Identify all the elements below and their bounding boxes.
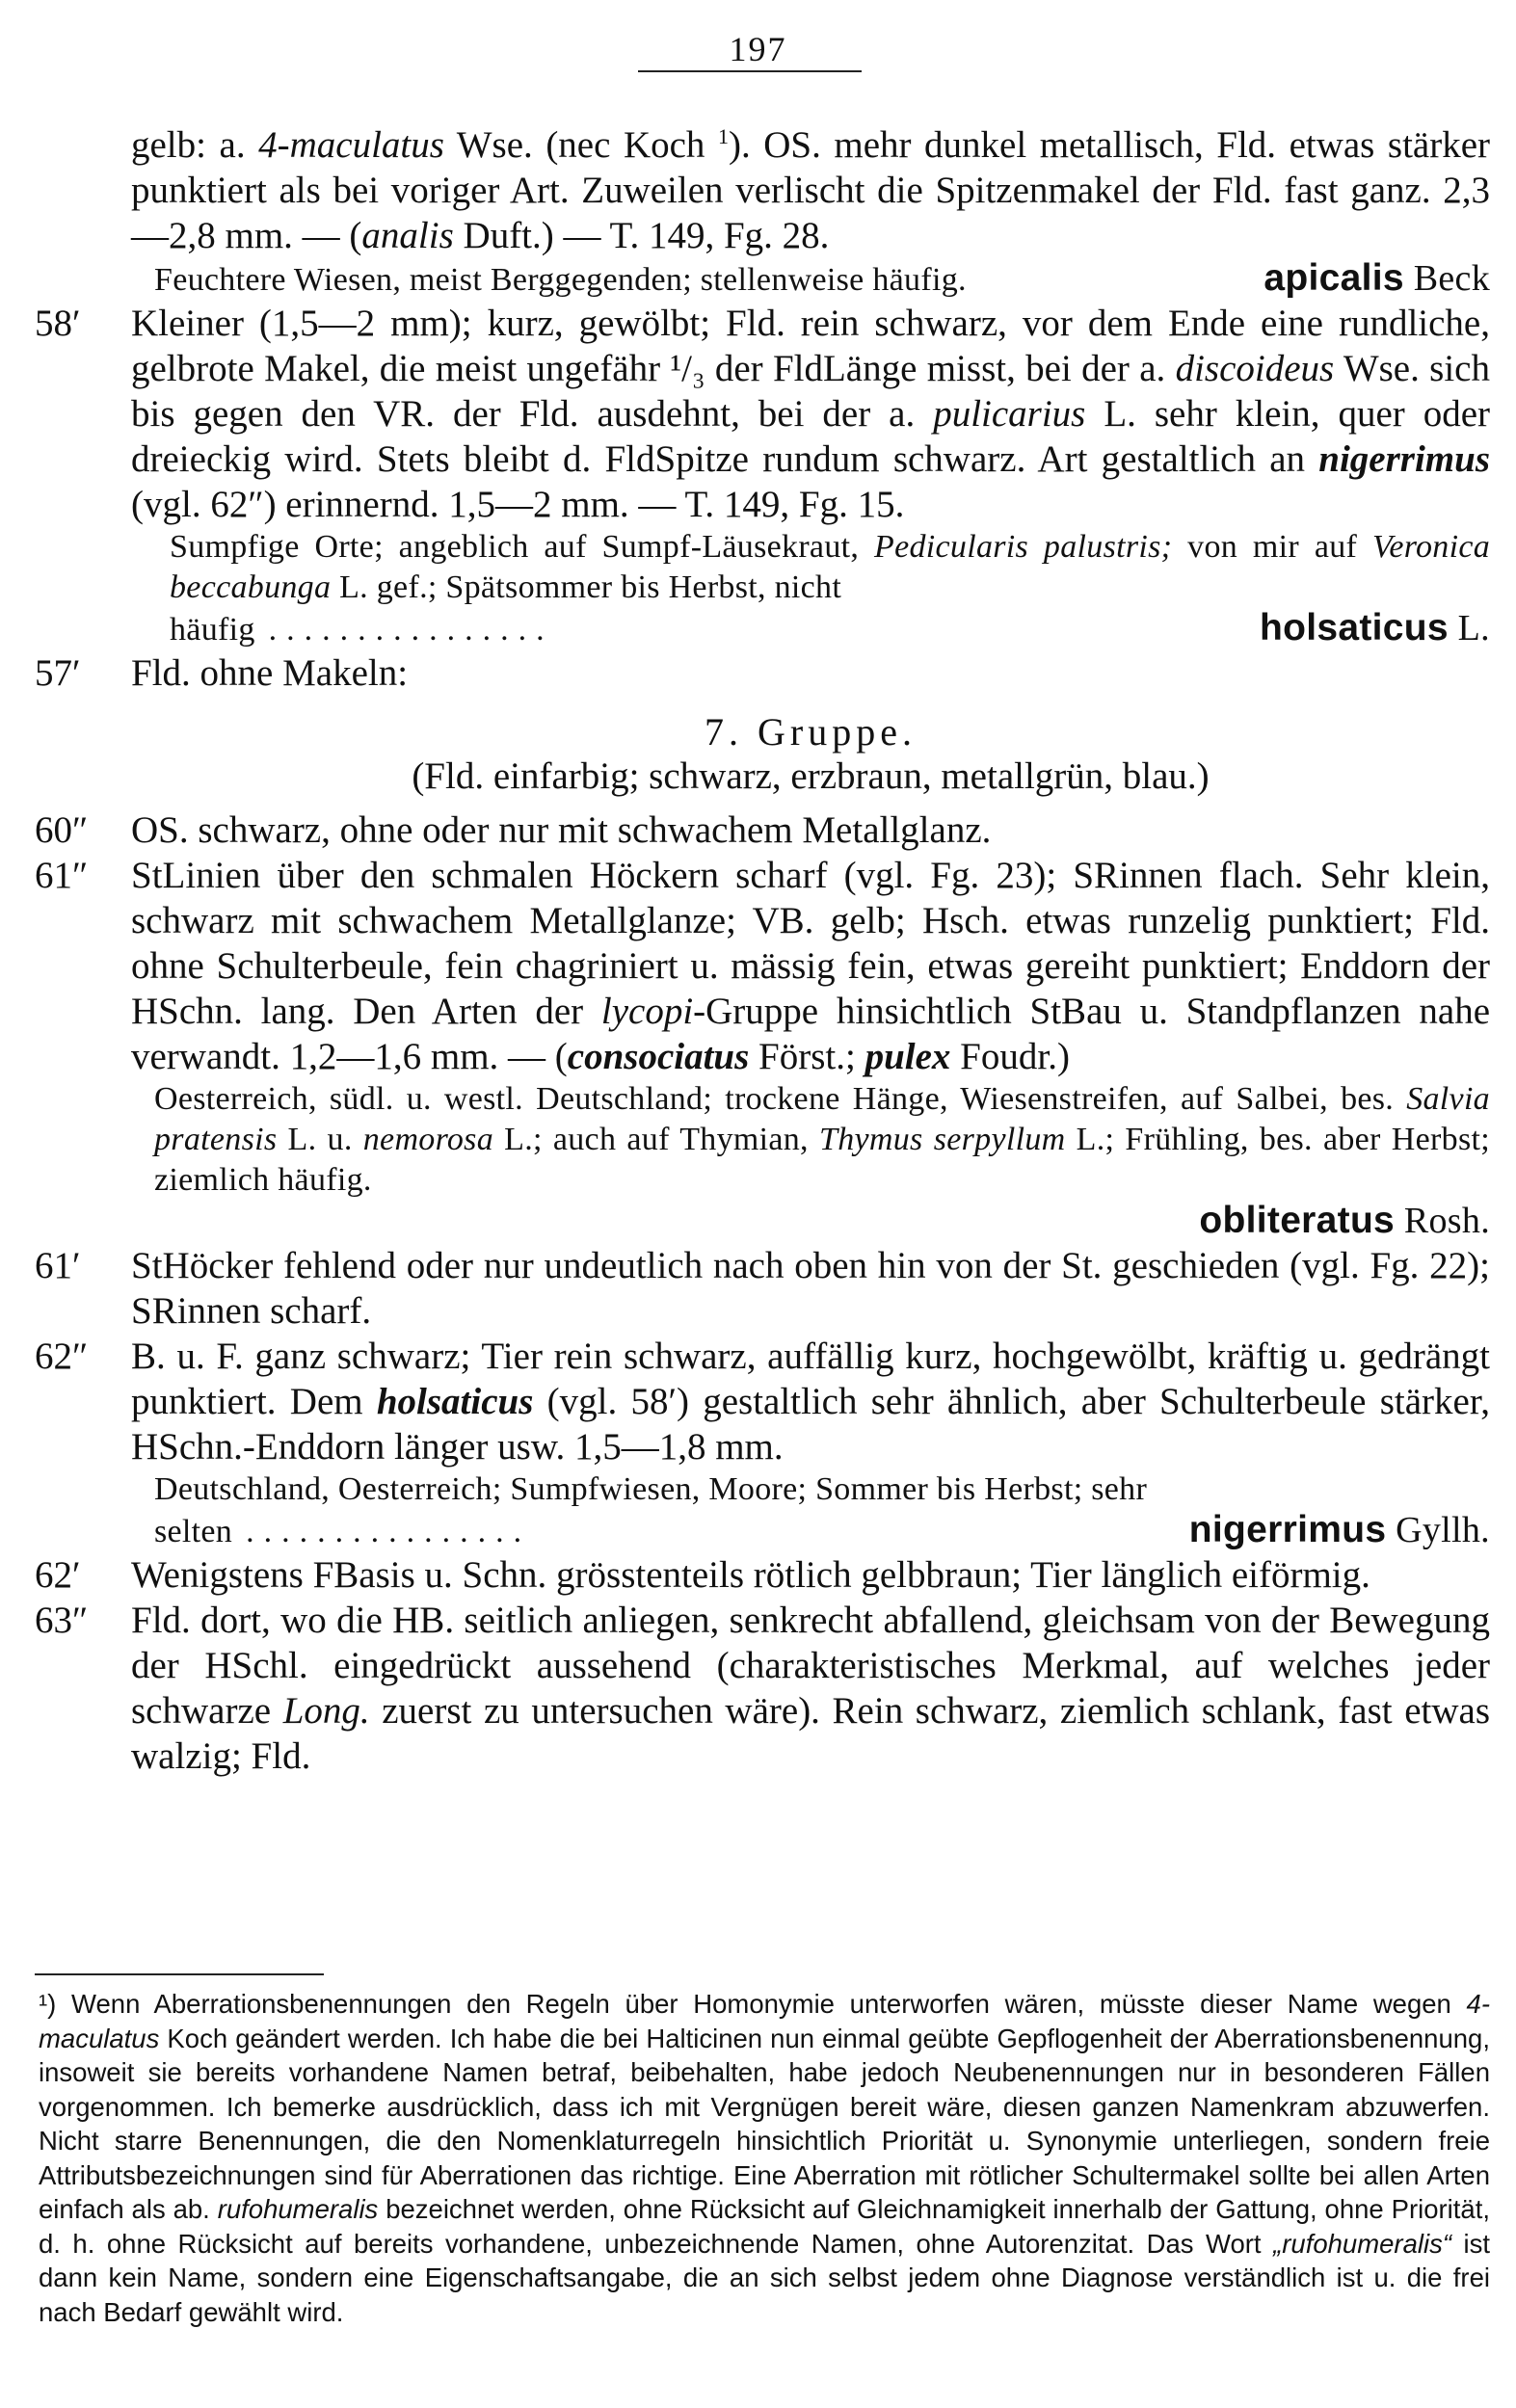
text-run: L. sehr klein, quer oder dreieckig wird. Stets bleibt d. FldSpitze rundum schwarz. Art gestaltlich an xyxy=(131,393,1491,480)
taxon-name: Long. xyxy=(282,1690,370,1732)
group-subtitle: (Fld. einfarbig; schwarz, erzbraun, metallgrün, blau.) xyxy=(412,755,1210,797)
footnote-ref: 1 xyxy=(717,124,729,148)
text-run: Kleiner (1,5—2 mm); kurz, gewölbt; Fld. rein schwarz, vor dem Ende eine rundliche, gelbrote Makel, die meist ungefähr xyxy=(131,303,1490,389)
taxon-name: analis xyxy=(361,215,454,256)
habitat-text: Deutschland, Oesterreich; Sumpfwiesen, Moore; Sommer bis Herbst; sehr xyxy=(154,1471,1148,1507)
footnote-mark: ¹) xyxy=(39,1989,57,2019)
page-number: 197 xyxy=(729,30,787,68)
text-run: Duft.) — T. 149, Fg. 28. xyxy=(453,215,830,256)
couplet-number: 61′ xyxy=(35,1245,81,1286)
taxon-name: „rufohumeralis“ xyxy=(1273,2228,1451,2259)
text-run: L. u. xyxy=(277,1122,363,1157)
text-run: Oesterreich, südl. u. westl. Deutschland; trockene Hänge, Wiesenstreifen, auf Salbei, bes. xyxy=(154,1081,1407,1117)
leader-dots: ................ xyxy=(268,612,554,648)
text-run: L. gef.; Spätsommer bis Herbst, nicht xyxy=(331,569,842,605)
couplet-number: 63″ xyxy=(35,1600,89,1641)
entry-continuation xyxy=(35,114,1490,258)
text-run: (vgl. 58′) gestaltlich sehr ähnlich, aber Schulterbeule stärker, HSchn.-Enddorn länger usw. 1,5—1,8 mm. xyxy=(131,1381,1490,1468)
couplet-text: OS. schwarz, ohne oder nur mit schwachem Metallglanz. xyxy=(131,809,992,851)
habitat-text xyxy=(35,1079,1490,1201)
group-heading: 7. Gruppe. xyxy=(705,710,917,754)
taxon-name: nemorosa xyxy=(362,1122,493,1157)
species-author: L. xyxy=(1448,608,1490,648)
taxon-name: Veronica beccabunga xyxy=(170,529,1491,605)
taxon-name: lycopi xyxy=(600,991,694,1032)
footnote xyxy=(35,1987,1490,2329)
footnote-rule xyxy=(35,1973,324,1975)
couplet-number: 58′ xyxy=(35,303,81,344)
taxon-name: 4-maculatus xyxy=(258,124,444,166)
text-run: Fld. dort, wo die HB. seitlich anliegen, senkrecht abfallend, gleichsam von der Bewegung der HSchl. eingedrückt aussehend (charakteristisches Merkmal, auf welches jeder schwarze xyxy=(131,1600,1490,1732)
text-run: gelb: a. xyxy=(131,124,259,166)
taxon-name: pulicarius xyxy=(933,393,1086,435)
text-run: zuerst zu untersuchen wäre). Rein schwarz, ziemlich schlank, fast etwas walzig; Fld. xyxy=(131,1690,1490,1777)
couplet-number: 62′ xyxy=(35,1554,81,1596)
couplet-text: StHöcker fehlend oder nur undeutlich nach oben hin von der St. geschieden (vgl. Fg. 22); SRinnen scharf. xyxy=(131,1245,1490,1332)
species-line xyxy=(35,608,1490,650)
habitat-text: Feuchtere Wiesen, meist Berggegenden; stellenweise häufig. xyxy=(154,262,967,298)
habitat-line xyxy=(35,258,1490,301)
key-couplet-57b xyxy=(35,650,1490,696)
text-run: Först.; xyxy=(749,1036,865,1077)
taxon-name: Thymus serpyllum xyxy=(818,1122,1066,1157)
key-couplet-62a xyxy=(35,1334,1490,1469)
couplet-text: Fld. ohne Makeln: xyxy=(131,652,409,694)
taxon-name: pulex xyxy=(864,1036,951,1077)
taxon-name: Pedicularis palustris; xyxy=(874,529,1173,565)
text-run: Sumpfige Orte; angeblich auf Sumpf-Läusekraut, xyxy=(170,529,875,565)
couplet-number: 62″ xyxy=(35,1336,89,1377)
taxon-name: holsaticus xyxy=(376,1381,534,1422)
taxon-name: nigerrimus xyxy=(1318,438,1490,480)
habitat-text xyxy=(35,527,1490,608)
text-run: Koch geändert werden. Ich habe die bei Halticinen nun einmal geübte Gepflogenheit der Aberrationsbenennung, insoweit sie bereits vorhandene Namen betraf, beibehalten, habe jedoch Neubenennungen nur in besonderen Fällen vorgenommen. Ich bemerke ausdrücklich, dass ich mit Vergnügen bereit wäre, diesen ganzen Namenkram abzuwerfen. Nicht starre Benennungen, die den Nomenklaturregeln hinsichtlich Priorität u. Synonymie unterliegen, sondern freie Attributsbezeichnungen sind für Aberrationen das richtige. Eine Aberration mit rötlicher Schultermakel sollte bei allen Arten einfach als ab. xyxy=(39,2023,1490,2224)
habitat-text: selten xyxy=(154,1514,233,1549)
taxon-name: consociatus xyxy=(567,1036,750,1077)
text-run: Wse. (nec Koch xyxy=(443,124,718,166)
footnote-text xyxy=(35,1987,1490,2329)
text-run: Wse. sich bis gegen den VR. der Fld. ausdehnt, bei der a. xyxy=(131,348,1490,435)
leader-dots: ................ xyxy=(246,1514,532,1549)
key-couplet-61a xyxy=(35,853,1490,1079)
species-name: holsaticus xyxy=(1259,607,1449,648)
text-run: Foudr.) xyxy=(950,1036,1070,1077)
species-line xyxy=(35,1510,1490,1552)
text-run: StLinien über den schmalen Höckern scharf (vgl. Fg. 23); SRinnen flach. Sehr klein, schwarz mit schwachem Metallglanze; VB. gelb; Hsch. etwas runzelig punktiert; Fld. ohne Schulterbeule, fein chagriniert u. mässig fein, etwas gereiht punktiert; Enddorn der HSchn. lang. Den Arten der xyxy=(131,855,1490,1032)
fraction: ¹/₃ xyxy=(670,348,705,389)
text-run: B. u. F. ganz schwarz; Tier rein schwarz, auffällig kurz, hochgewölbt, kräftig u. gedrängt punktiert. Dem xyxy=(131,1336,1490,1422)
text-run: -Gruppe hinsichtlich StBau u. Standpflanzen nahe verwandt. 1,2—1,6 mm. — ( xyxy=(131,991,1491,1077)
species-author: Rosh. xyxy=(1395,1201,1490,1241)
key-text xyxy=(35,114,1490,1779)
couplet-number: 57′ xyxy=(35,652,81,694)
species-name: nigerrimus xyxy=(1188,1509,1387,1550)
key-couplet-60a xyxy=(35,807,1490,853)
text-run: ist dann kein Name, sondern eine Eigenschaftsangabe, die an sich selbst jedem ohne Diagnose verständlich ist u. die frei nach Bedarf gewählt wird. xyxy=(39,2228,1491,2327)
text-run: bezeichnet werden, ohne Rücksicht auf Gleichnamigkeit innerhalb der Gattung, ohne Priorität, d. h. ohne Rücksicht auf bereits vorhandene, unbezeichnende Namen, ohne Autorenzitat. Das Wort xyxy=(39,2194,1490,2259)
text-run: L.; Frühling, bes. aber Herbst; ziemlich häufig. xyxy=(154,1122,1490,1198)
taxon-name: discoideus xyxy=(1175,348,1335,389)
species-author: Beck xyxy=(1403,258,1490,299)
text-run: ). OS. mehr dunkel metallisch, Fld. etwas stärker punktiert als bei voriger Art. Zuweilen verlischt die Spitzenmakel der Fld. fast ganz. 2,3—2,8 mm. — ( xyxy=(131,124,1490,256)
species-line xyxy=(35,1201,1490,1243)
key-couplet-61b xyxy=(35,1243,1490,1334)
text-run: Wenn Aberrationsbenennungen den Regeln über Homonymie unterworfen wären, müsste dieser Name wegen xyxy=(56,1989,1467,2019)
key-couplet-58b xyxy=(35,301,1490,527)
species-name: obliteratus xyxy=(1199,1200,1396,1241)
species-author: Gyllh. xyxy=(1386,1510,1490,1550)
header-rule xyxy=(638,70,862,72)
text-run: L.; auch auf Thymian, xyxy=(493,1122,819,1157)
species-name: apicalis xyxy=(1263,257,1404,299)
taxon-name: 4-maculatus xyxy=(39,1989,1490,2053)
taxon-name: Salvia pratensis xyxy=(154,1081,1490,1157)
taxon-name: rufohumeralis xyxy=(217,2194,379,2224)
text-run: (vgl. 62″) erinnernd. 1,5—2 mm. — T. 149, Fg. 15. xyxy=(131,484,905,525)
key-couplet-63a xyxy=(35,1598,1490,1779)
text-run: der FldLänge misst, bei der a. xyxy=(705,348,1176,389)
couplet-number: 61″ xyxy=(35,855,89,896)
text-run: von mir auf xyxy=(1172,529,1373,565)
couplet-number: 60″ xyxy=(35,809,89,851)
habitat-text: häufig xyxy=(170,612,255,648)
couplet-text: Wenigstens FBasis u. Schn. grösstenteils rötlich gelbbraun; Tier länglich eiförmig. xyxy=(131,1554,1370,1596)
key-couplet-62b xyxy=(35,1552,1490,1598)
